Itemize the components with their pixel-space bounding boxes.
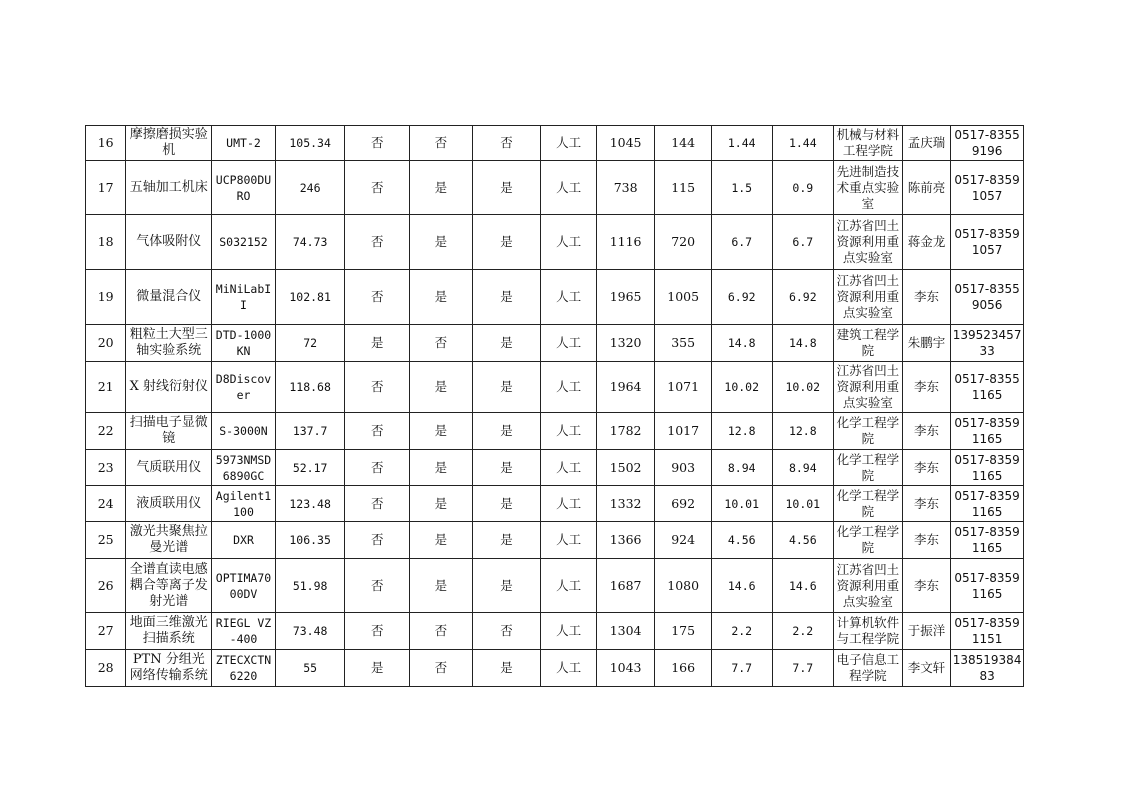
equipment-name-cell: 液质联用仪 [126, 486, 212, 522]
record-mode-cell: 人工 [541, 270, 597, 325]
equipment-name-cell: 全谱直读电感耦合等离子发射光谱 [126, 559, 212, 613]
table-row [86, 270, 1024, 325]
flag-3-cell: 是 [472, 270, 541, 325]
hours-2-cell: 12.8 [772, 413, 834, 450]
contact-person-cell: 李东 [902, 413, 950, 450]
contact-person-cell: 李东 [902, 486, 950, 522]
equipment-name-cell: PTN 分组光网络传输系统 [126, 650, 212, 687]
price-value-cell: 105.34 [275, 126, 345, 161]
row-number-cell: 27 [86, 613, 126, 650]
count-2-cell: 115 [655, 161, 712, 215]
contact-phone-cell: 0517-83591165 [951, 413, 1024, 450]
contact-phone-cell: 0517-83591151 [951, 613, 1024, 650]
row-number-cell: 19 [86, 270, 126, 325]
record-mode-cell: 人工 [541, 362, 597, 413]
hours-1-cell: 8.94 [711, 450, 772, 486]
hours-2-cell: 4.56 [772, 522, 834, 559]
record-mode-cell: 人工 [541, 325, 597, 362]
contact-phone-cell: 13952345733 [951, 325, 1024, 362]
contact-person-cell: 朱鹏宇 [902, 325, 950, 362]
table-row [86, 613, 1024, 650]
contact-person-cell: 李东 [902, 270, 950, 325]
table-row [86, 215, 1024, 270]
flag-1-cell: 否 [345, 450, 410, 486]
contact-phone-cell: 0517-83559196 [951, 126, 1024, 161]
count-2-cell: 144 [655, 126, 712, 161]
count-1-cell: 1366 [596, 522, 655, 559]
record-mode-cell: 人工 [541, 650, 597, 687]
equipment-name-cell: 气体吸附仪 [126, 215, 212, 270]
hours-2-cell: 10.02 [772, 362, 834, 413]
flag-2-cell: 否 [410, 613, 473, 650]
model-number-cell: OPTIMA7000DV [212, 559, 276, 613]
hours-2-cell: 14.6 [772, 559, 834, 613]
table-row [86, 450, 1024, 486]
table-row [86, 362, 1024, 413]
flag-2-cell: 是 [410, 450, 473, 486]
department-cell: 江苏省凹土资源利用重点实验室 [834, 270, 903, 325]
flag-2-cell: 是 [410, 559, 473, 613]
count-2-cell: 924 [655, 522, 712, 559]
contact-phone-cell: 0517-83591165 [951, 559, 1024, 613]
flag-3-cell: 是 [472, 325, 541, 362]
flag-2-cell: 是 [410, 215, 473, 270]
flag-1-cell: 否 [345, 613, 410, 650]
contact-phone-cell: 0517-83551165 [951, 362, 1024, 413]
row-number-cell: 26 [86, 559, 126, 613]
flag-3-cell: 是 [472, 486, 541, 522]
department-cell: 化学工程学院 [834, 522, 903, 559]
flag-1-cell: 否 [345, 486, 410, 522]
count-2-cell: 355 [655, 325, 712, 362]
department-cell: 电子信息工程学院 [834, 650, 903, 687]
hours-2-cell: 8.94 [772, 450, 834, 486]
hours-1-cell: 10.02 [711, 362, 772, 413]
flag-1-cell: 否 [345, 161, 410, 215]
count-2-cell: 1080 [655, 559, 712, 613]
hours-1-cell: 14.6 [711, 559, 772, 613]
count-1-cell: 1965 [596, 270, 655, 325]
count-1-cell: 1332 [596, 486, 655, 522]
flag-2-cell: 否 [410, 325, 473, 362]
count-2-cell: 903 [655, 450, 712, 486]
equipment-name-cell: 微量混合仪 [126, 270, 212, 325]
contact-phone-cell: 0517-83591165 [951, 450, 1024, 486]
equipment-name-cell: 五轴加工机床 [126, 161, 212, 215]
department-cell: 化学工程学院 [834, 450, 903, 486]
count-1-cell: 1687 [596, 559, 655, 613]
equipment-name-cell: 摩擦磨损实验机 [126, 126, 212, 161]
flag-2-cell: 否 [410, 126, 473, 161]
flag-2-cell: 是 [410, 522, 473, 559]
count-1-cell: 1502 [596, 450, 655, 486]
count-1-cell: 1045 [596, 126, 655, 161]
department-cell: 先进制造技术重点实验室 [834, 161, 903, 215]
equipment-name-cell: 扫描电子显微镜 [126, 413, 212, 450]
table-row [86, 559, 1024, 613]
count-1-cell: 1320 [596, 325, 655, 362]
flag-2-cell: 是 [410, 413, 473, 450]
row-number-cell: 21 [86, 362, 126, 413]
price-value-cell: 102.81 [275, 270, 345, 325]
record-mode-cell: 人工 [541, 161, 597, 215]
flag-3-cell: 是 [472, 450, 541, 486]
flag-1-cell: 否 [345, 522, 410, 559]
table-row [86, 486, 1024, 522]
record-mode-cell: 人工 [541, 613, 597, 650]
contact-phone-cell: 0517-83591165 [951, 486, 1024, 522]
hours-2-cell: 1.44 [772, 126, 834, 161]
flag-2-cell: 是 [410, 362, 473, 413]
department-cell: 江苏省凹土资源利用重点实验室 [834, 215, 903, 270]
contact-phone-cell: 0517-83591165 [951, 522, 1024, 559]
price-value-cell: 52.17 [275, 450, 345, 486]
record-mode-cell: 人工 [541, 413, 597, 450]
flag-1-cell: 否 [345, 215, 410, 270]
department-cell: 化学工程学院 [834, 413, 903, 450]
flag-3-cell: 否 [472, 613, 541, 650]
hours-1-cell: 4.56 [711, 522, 772, 559]
table-row [86, 522, 1024, 559]
record-mode-cell: 人工 [541, 450, 597, 486]
hours-1-cell: 1.44 [711, 126, 772, 161]
equipment-name-cell: 激光共聚焦拉曼光谱 [126, 522, 212, 559]
count-2-cell: 1071 [655, 362, 712, 413]
hours-1-cell: 6.7 [711, 215, 772, 270]
count-2-cell: 692 [655, 486, 712, 522]
flag-1-cell: 否 [345, 559, 410, 613]
hours-2-cell: 7.7 [772, 650, 834, 687]
record-mode-cell: 人工 [541, 486, 597, 522]
record-mode-cell: 人工 [541, 215, 597, 270]
contact-phone-cell: 0517-83591057 [951, 161, 1024, 215]
hours-2-cell: 6.92 [772, 270, 834, 325]
equipment-table [85, 125, 1024, 687]
count-2-cell: 1017 [655, 413, 712, 450]
count-1-cell: 1782 [596, 413, 655, 450]
model-number-cell: MiNiLabII [212, 270, 276, 325]
count-1-cell: 1116 [596, 215, 655, 270]
row-number-cell: 17 [86, 161, 126, 215]
department-cell: 江苏省凹土资源利用重点实验室 [834, 362, 903, 413]
flag-3-cell: 是 [472, 362, 541, 413]
contact-person-cell: 李东 [902, 522, 950, 559]
model-number-cell: RIEGL VZ-400 [212, 613, 276, 650]
hours-2-cell: 0.9 [772, 161, 834, 215]
flag-1-cell: 否 [345, 413, 410, 450]
contact-person-cell: 于振洋 [902, 613, 950, 650]
price-value-cell: 73.48 [275, 613, 345, 650]
model-number-cell: S032152 [212, 215, 276, 270]
flag-2-cell: 是 [410, 486, 473, 522]
contact-phone-cell: 0517-83591057 [951, 215, 1024, 270]
table-row [86, 650, 1024, 687]
record-mode-cell: 人工 [541, 522, 597, 559]
flag-3-cell: 是 [472, 413, 541, 450]
flag-3-cell: 否 [472, 126, 541, 161]
flag-3-cell: 是 [472, 522, 541, 559]
hours-2-cell: 10.01 [772, 486, 834, 522]
hours-1-cell: 7.7 [711, 650, 772, 687]
count-1-cell: 738 [596, 161, 655, 215]
price-value-cell: 74.73 [275, 215, 345, 270]
flag-3-cell: 是 [472, 650, 541, 687]
hours-2-cell: 6.7 [772, 215, 834, 270]
count-2-cell: 175 [655, 613, 712, 650]
model-number-cell: D8Discover [212, 362, 276, 413]
model-number-cell: S-3000N [212, 413, 276, 450]
hours-1-cell: 12.8 [711, 413, 772, 450]
price-value-cell: 118.68 [275, 362, 345, 413]
row-number-cell: 22 [86, 413, 126, 450]
department-cell: 化学工程学院 [834, 486, 903, 522]
row-number-cell: 28 [86, 650, 126, 687]
department-cell: 建筑工程学院 [834, 325, 903, 362]
count-1-cell: 1304 [596, 613, 655, 650]
department-cell: 机械与材料工程学院 [834, 126, 903, 161]
flag-1-cell: 是 [345, 325, 410, 362]
model-number-cell: 5973NMSD6890GC [212, 450, 276, 486]
flag-1-cell: 是 [345, 650, 410, 687]
contact-person-cell: 李东 [902, 450, 950, 486]
hours-1-cell: 14.8 [711, 325, 772, 362]
hours-1-cell: 6.92 [711, 270, 772, 325]
price-value-cell: 123.48 [275, 486, 345, 522]
flag-2-cell: 否 [410, 650, 473, 687]
row-number-cell: 25 [86, 522, 126, 559]
price-value-cell: 72 [275, 325, 345, 362]
price-value-cell: 246 [275, 161, 345, 215]
price-value-cell: 137.7 [275, 413, 345, 450]
equipment-name-cell: 气质联用仪 [126, 450, 212, 486]
hours-1-cell: 2.2 [711, 613, 772, 650]
count-1-cell: 1964 [596, 362, 655, 413]
contact-person-cell: 李东 [902, 559, 950, 613]
count-2-cell: 166 [655, 650, 712, 687]
model-number-cell: DTD-1000KN [212, 325, 276, 362]
row-number-cell: 23 [86, 450, 126, 486]
hours-1-cell: 1.5 [711, 161, 772, 215]
contact-person-cell: 李东 [902, 362, 950, 413]
row-number-cell: 20 [86, 325, 126, 362]
equipment-name-cell: 地面三维激光扫描系统 [126, 613, 212, 650]
contact-person-cell: 蒋金龙 [902, 215, 950, 270]
equipment-name-cell: 粗粒土大型三轴实验系统 [126, 325, 212, 362]
flag-3-cell: 是 [472, 161, 541, 215]
count-1-cell: 1043 [596, 650, 655, 687]
flag-2-cell: 是 [410, 270, 473, 325]
contact-person-cell: 孟庆瑞 [902, 126, 950, 161]
table-row [86, 161, 1024, 215]
flag-1-cell: 否 [345, 362, 410, 413]
flag-1-cell: 否 [345, 126, 410, 161]
table-row [86, 413, 1024, 450]
model-number-cell: ZTECXCTN6220 [212, 650, 276, 687]
hours-2-cell: 2.2 [772, 613, 834, 650]
table-row [86, 126, 1024, 161]
record-mode-cell: 人工 [541, 559, 597, 613]
contact-person-cell: 李文轩 [902, 650, 950, 687]
flag-3-cell: 是 [472, 559, 541, 613]
flag-3-cell: 是 [472, 215, 541, 270]
contact-phone-cell: 13851938483 [951, 650, 1024, 687]
equipment-name-cell: X 射线衍射仪 [126, 362, 212, 413]
price-value-cell: 51.98 [275, 559, 345, 613]
record-mode-cell: 人工 [541, 126, 597, 161]
hours-1-cell: 10.01 [711, 486, 772, 522]
table-row [86, 325, 1024, 362]
price-value-cell: 55 [275, 650, 345, 687]
price-value-cell: 106.35 [275, 522, 345, 559]
row-number-cell: 18 [86, 215, 126, 270]
table-body [86, 126, 1024, 687]
department-cell: 江苏省凹土资源利用重点实验室 [834, 559, 903, 613]
model-number-cell: UCP800DURO [212, 161, 276, 215]
row-number-cell: 24 [86, 486, 126, 522]
hours-2-cell: 14.8 [772, 325, 834, 362]
flag-2-cell: 是 [410, 161, 473, 215]
count-2-cell: 720 [655, 215, 712, 270]
count-2-cell: 1005 [655, 270, 712, 325]
contact-phone-cell: 0517-83559056 [951, 270, 1024, 325]
flag-1-cell: 否 [345, 270, 410, 325]
model-number-cell: UMT-2 [212, 126, 276, 161]
contact-person-cell: 陈前亮 [902, 161, 950, 215]
model-number-cell: DXR [212, 522, 276, 559]
department-cell: 计算机软件与工程学院 [834, 613, 903, 650]
model-number-cell: Agilent1100 [212, 486, 276, 522]
row-number-cell: 16 [86, 126, 126, 161]
